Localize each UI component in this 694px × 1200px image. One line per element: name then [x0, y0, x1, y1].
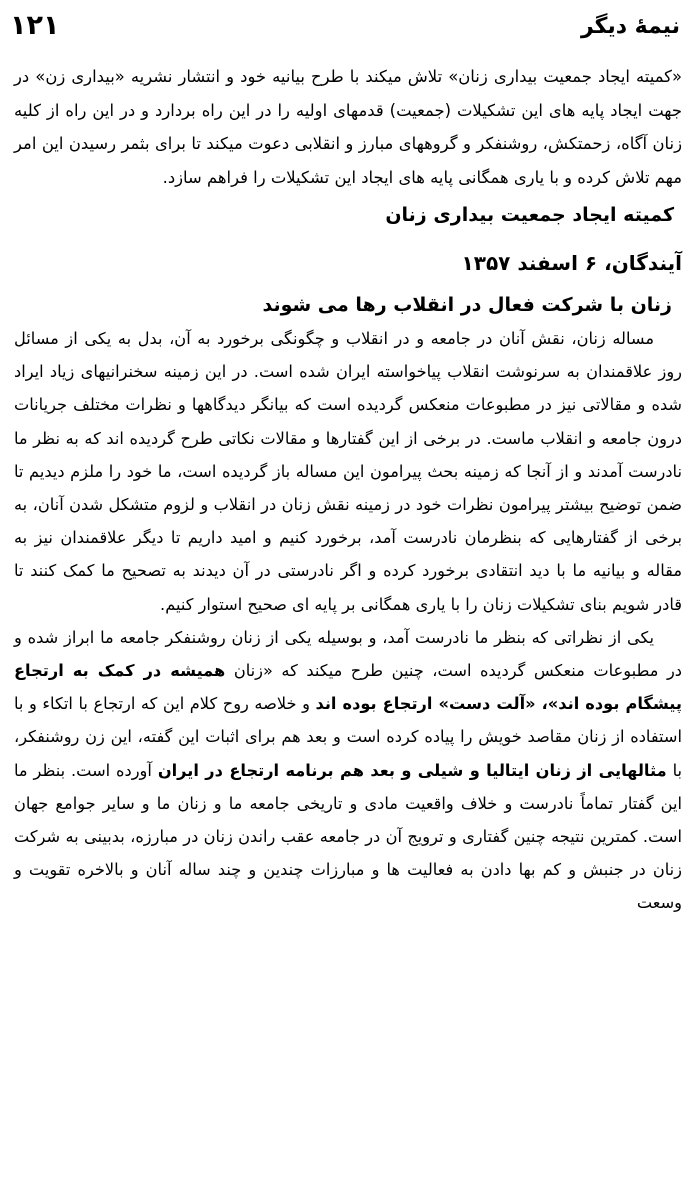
running-head: نیمهٔ دیگر [580, 14, 680, 39]
article-paragraph-2 [14, 621, 682, 920]
intro-paragraph: «کمیته ایجاد جمعیت بیداری زنان» تلاش میکند با طرح بیانیه خود و انتشار نشریه «بیداری زن» در جهت ایجاد پایه های این تشکیلات (جمعیت) قدمهای اولیه را در این راه بردارد و در این راه از کلیه زنان آگاه، زحمتکش، روشنفکر و گروههای مبارز و انقلابی دعوت میکند تا برای بثمر رسیدن این امر مهم تلاش کرده و با یاری همگانی پایه های ایجاد این تشکیلات را فراهم سازد. [14, 67, 682, 187]
article-title: زنان با شرکت فعال در انقلاب رها می شوند [262, 294, 672, 316]
article-paragraph-1: مساله زنان، نقش آنان در جامعه و در انقلاب و چگونگی برخورد به آن، بدل به یکی از مسائل روز علاقمندان به سرنوشت انقلاب پیاخواسته ایران شده است. در این زمینه سخنرانیهای زیاد ایراد شده و مقالاتی نیز در مطبوعات منعکس گردیده است که بیانگر دیدگاهها و نظرات مختلف جریانات درون جامعه و انقلاب ماست. در برخی از این گفتارها و مقالات نکاتی طرح گردیده اند که به نظر ما نادرست آمدند و از آنجا که زمینه بحث پیرامون این مساله باز گردیده است، ما خود را ملزم دیدیم تا ضمن توضیح بیشتر پیرامون نظرات خود در زمینه نقش زنان در انقلاب و لزوم متشکل شدن آنان، به برخی از گفتارهایی که بنظرمان نادرست آمد، برخورد کنیم و امید داریم تا دیگر علاقمندان نیز به مقاله و بیانیه ما با دید انتقادی برخورد کرده و اگر نادرستی در آن دیدند به تصحیح ما کمک کنند تا قادر شویم بنای تشکیلات زنان را با یاری همگانی بر پایه ای صحیح استوار کنیم. [14, 329, 682, 614]
page-number: ۱۲۱ [10, 10, 60, 41]
paragraph-2-bold-2: مثالهایی از زنان ایتالیا و شیلی و بعد هم برنامه ارتجاع در ایران [157, 760, 667, 780]
dateline: آیندگان، ۶ اسفند ۱۳۵۷ [461, 251, 682, 275]
paragraph-2-part-c: آورده است. بنظر ما این گفتار تماماً نادرست و خلاف واقعیت مادی و تاریخی جامعه ما و زنان ما و سایر جوامع جهان است. کمترین نتیجه چنین گفتاری و ترویج آن در جامعه عقب راندن زنان در مبارزه، بدبینی به شرکت زنان در جنبش و کم بها دادن به فعالیت ها و مبارزات چندین و چند ساله آنان و بالاخره تقویت و وسعت [14, 760, 682, 913]
paragraph-2-part-a: یکی از نظراتی که بنظر ما نادرست آمد، و بوسیله یکی از زنان روشنفکر جامعه ما ابراز شده و در مطبوعات منعکس گردیده است، چنین طرح میکند که «زنان [14, 627, 682, 681]
paragraph-2-part-b: و خلاصه روح کلام این که ارتجاع با اتکاء و با استفاده از زنان مقاصد خویش را پیاده کرده است و بعد هم برای اثبات این گفته، این زن روشنفکر، با [14, 694, 682, 780]
page-content [14, 60, 682, 920]
paragraph-2-bold-1: همیشه در کمک به ارتجاع پیشگام بوده اند»، «آلت دست» ارتجاع بوده اند [14, 661, 682, 714]
page-header [10, 4, 684, 50]
signature: کمیته ایجاد جمعیت بیداری زنان [385, 204, 674, 226]
